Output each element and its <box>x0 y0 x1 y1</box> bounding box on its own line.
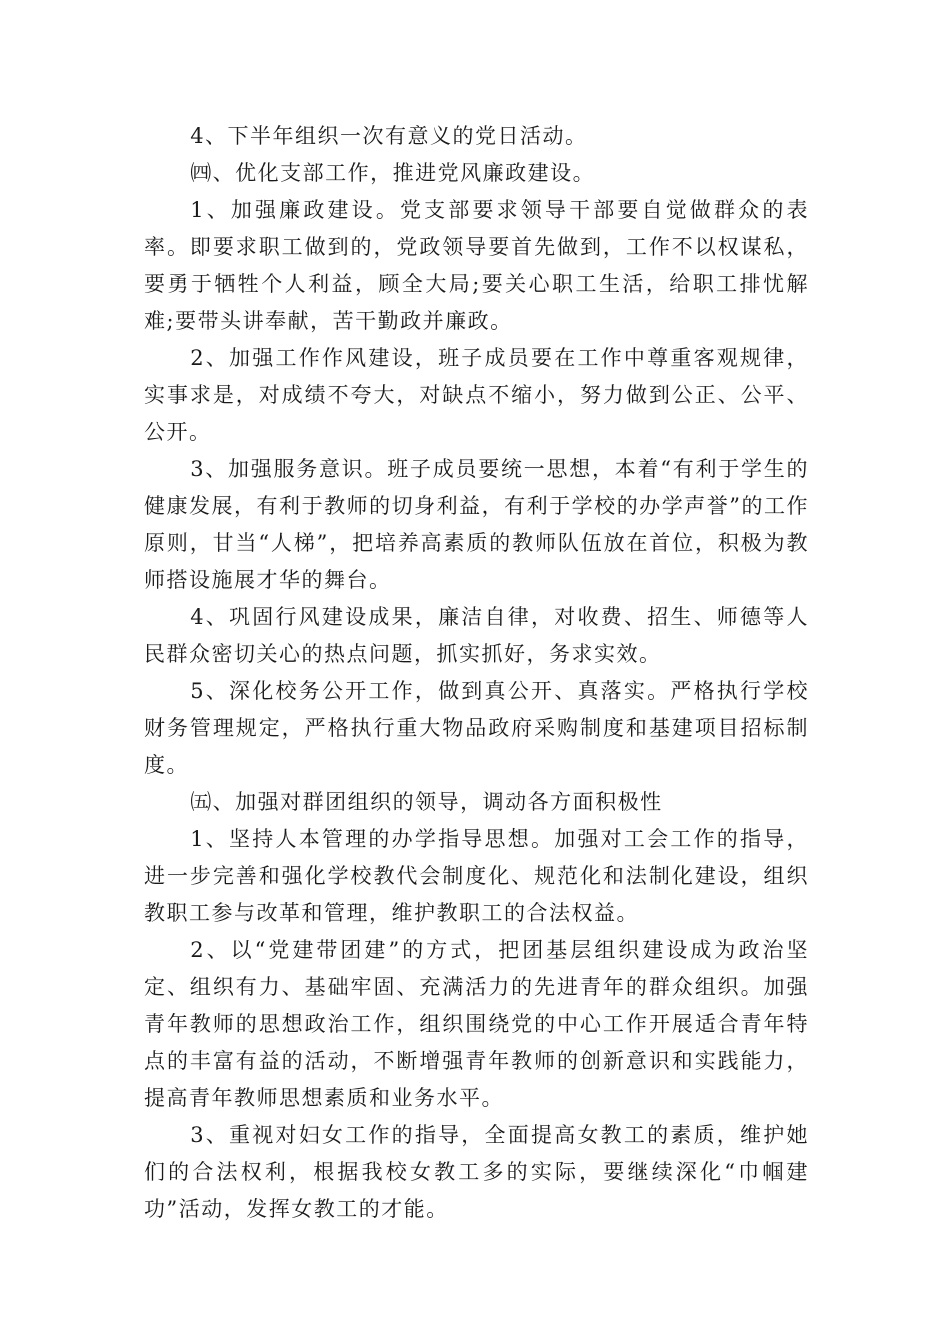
section-heading-5: ㈤、加强对群团组织的领导，调动各方面积极性 <box>190 790 663 814</box>
paragraph-item-4-party-day: 4、下半年组织一次有意义的党日活动。 <box>190 124 588 148</box>
document-page <box>144 118 809 1228</box>
paragraph-league-building: 2、以“党建带团建”的方式，把团基层组织建设成为政治坚定、组织有力、基础牢固、充满活力的先进青年的群众组织。加强青年教师的思想政治工作，组织围绕党的中心工作开展适合青年特点的丰富有益的活动，不断增强青年教师的创新意识和实践能力，提高青年教师思想素质和业务水平。 <box>144 938 809 1110</box>
paragraph-integrity-building: 1、加强廉政建设。党支部要求领导干部要自觉做群众的表率。即要求职工做到的，党政领导要首先做到，工作不以权谋私，要勇于牺牲个人利益，顾全大局;要关心职工生活，给职工排忧解难;要带头讲奉献，苦干勤政并廉政。 <box>144 198 809 333</box>
paragraph-work-style: 2、加强工作作风建设，班子成员要在工作中尊重客观规律，实事求是，对成绩不夸大，对缺点不缩小，努力做到公正、公平、公开。 <box>144 346 809 444</box>
paragraph-women-work: 3、重视对妇女工作的指导，全面提高女教工的素质，维护她们的合法权利，根据我校女教工多的实际，要继续深化“巾帼建功”活动，发挥女教工的才能。 <box>144 1123 809 1221</box>
paragraph-school-affairs: 5、深化校务公开工作，做到真公开、真落实。严格执行学校财务管理规定，严格执行重大物品政府采购制度和基建项目招标制度。 <box>144 679 809 777</box>
paragraph-people-oriented: 1、坚持人本管理的办学指导思想。加强对工会工作的指导，进一步完善和强化学校教代会制度化、规范化和法制化建设，组织教职工参与改革和管理，维护教职工的合法权益。 <box>144 827 809 925</box>
section-heading-4: ㈣、优化支部工作，推进党风廉政建设。 <box>190 161 596 185</box>
paragraph-service-awareness: 3、加强服务意识。班子成员要统一思想，本着“有利于学生的健康发展，有利于教师的切身利益，有利于学校的办学声誉”的工作原则，甘当“人梯”，把培养高素质的教师队伍放在首位，积极为教师搭设施展才华的舞台。 <box>144 457 809 592</box>
paragraph-conduct-results: 4、巩固行风建设成果，廉洁自律，对收费、招生、师德等人民群众密切关心的热点问题，抓实抓好，务求实效。 <box>144 605 809 666</box>
